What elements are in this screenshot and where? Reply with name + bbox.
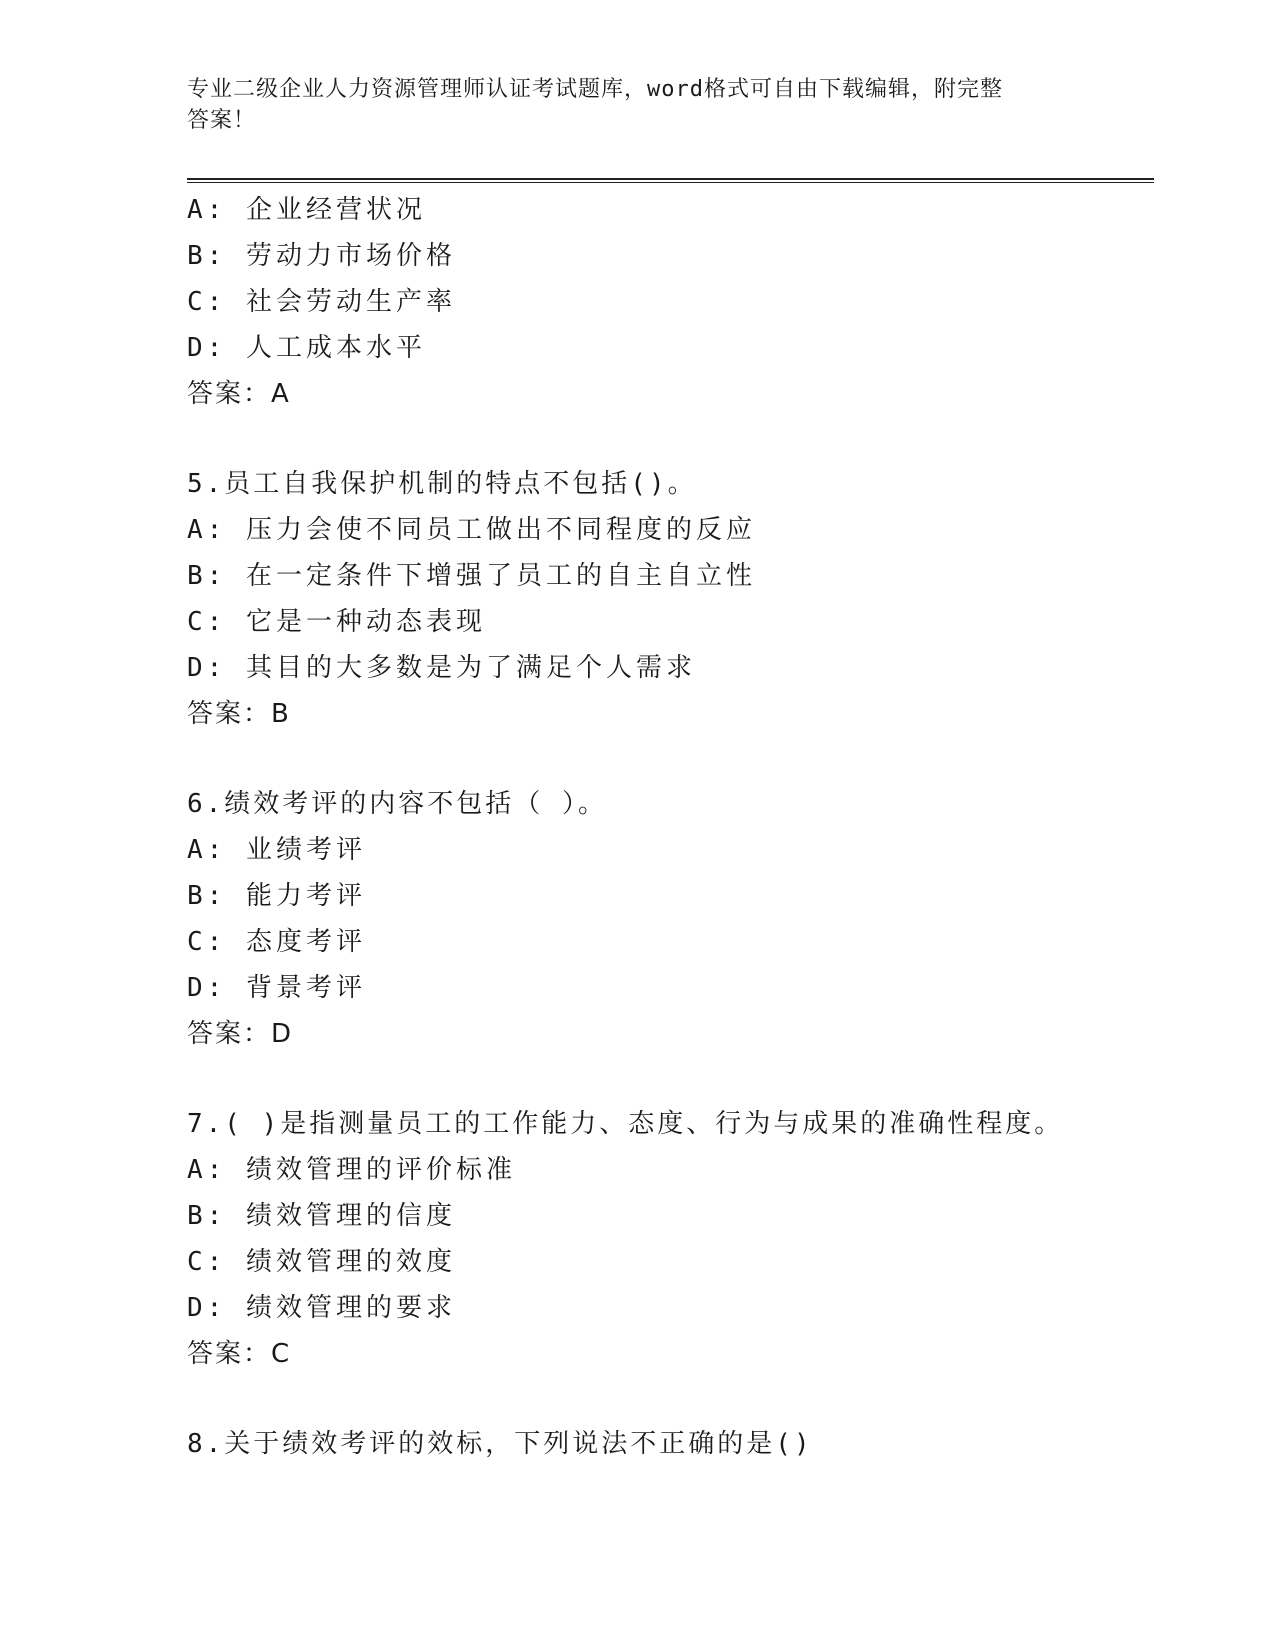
answer-line: 答案：C bbox=[187, 1339, 292, 1369]
question-gap bbox=[187, 1057, 1147, 1101]
option-d: D: 背景考评 bbox=[187, 973, 366, 1003]
document-header bbox=[187, 74, 1087, 136]
option-c: C: 它是一种动态表现 bbox=[187, 607, 486, 637]
answer-line: 答案：D bbox=[187, 1019, 294, 1049]
option-a: A: 业绩考评 bbox=[187, 835, 366, 865]
option-c: C: 态度考评 bbox=[187, 927, 366, 957]
header-divider-top bbox=[187, 178, 1154, 180]
header-line-2: 答案！ bbox=[187, 108, 257, 133]
question-7 bbox=[187, 1101, 1147, 1377]
header-divider-bottom bbox=[187, 182, 1154, 183]
option-c: C: 社会劳动生产率 bbox=[187, 287, 456, 317]
question-gap bbox=[187, 1377, 1147, 1421]
answer-line: 答案：B bbox=[187, 699, 291, 729]
option-d: D: 人工成本水平 bbox=[187, 333, 426, 363]
option-d: D: 绩效管理的要求 bbox=[187, 1293, 456, 1323]
question-list bbox=[187, 187, 1147, 1467]
question-stem: 7.( )是指测量员工的工作能力、态度、行为与成果的准确性程度。 bbox=[187, 1109, 1064, 1139]
option-b: B: 能力考评 bbox=[187, 881, 366, 911]
question-stem: 8.关于绩效考评的效标，下列说法不正确的是() bbox=[187, 1429, 813, 1459]
option-b: B: 劳动力市场价格 bbox=[187, 241, 456, 271]
question-8 bbox=[187, 1421, 1147, 1467]
question-gap bbox=[187, 417, 1147, 461]
question-stem: 5.员工自我保护机制的特点不包括()。 bbox=[187, 469, 697, 499]
question-5 bbox=[187, 461, 1147, 737]
option-a: A: 企业经营状况 bbox=[187, 195, 426, 225]
option-b: B: 绩效管理的信度 bbox=[187, 1201, 456, 1231]
option-a: A: 绩效管理的评价标准 bbox=[187, 1155, 516, 1185]
option-b: B: 在一定条件下增强了员工的自主自立性 bbox=[187, 561, 756, 591]
option-c: C: 绩效管理的效度 bbox=[187, 1247, 456, 1277]
question-gap bbox=[187, 737, 1147, 781]
answer-line: 答案：A bbox=[187, 379, 291, 409]
header-line-1: 专业二级企业人力资源管理师认证考试题库，word格式可自由下载编辑，附完整 bbox=[187, 77, 1003, 102]
question-stem: 6.绩效考评的内容不包括（ ）。 bbox=[187, 789, 607, 819]
question-4 bbox=[187, 187, 1147, 417]
question-6 bbox=[187, 781, 1147, 1057]
option-a: A: 压力会使不同员工做出不同程度的反应 bbox=[187, 515, 756, 545]
option-d: D: 其目的大多数是为了满足个人需求 bbox=[187, 653, 696, 683]
